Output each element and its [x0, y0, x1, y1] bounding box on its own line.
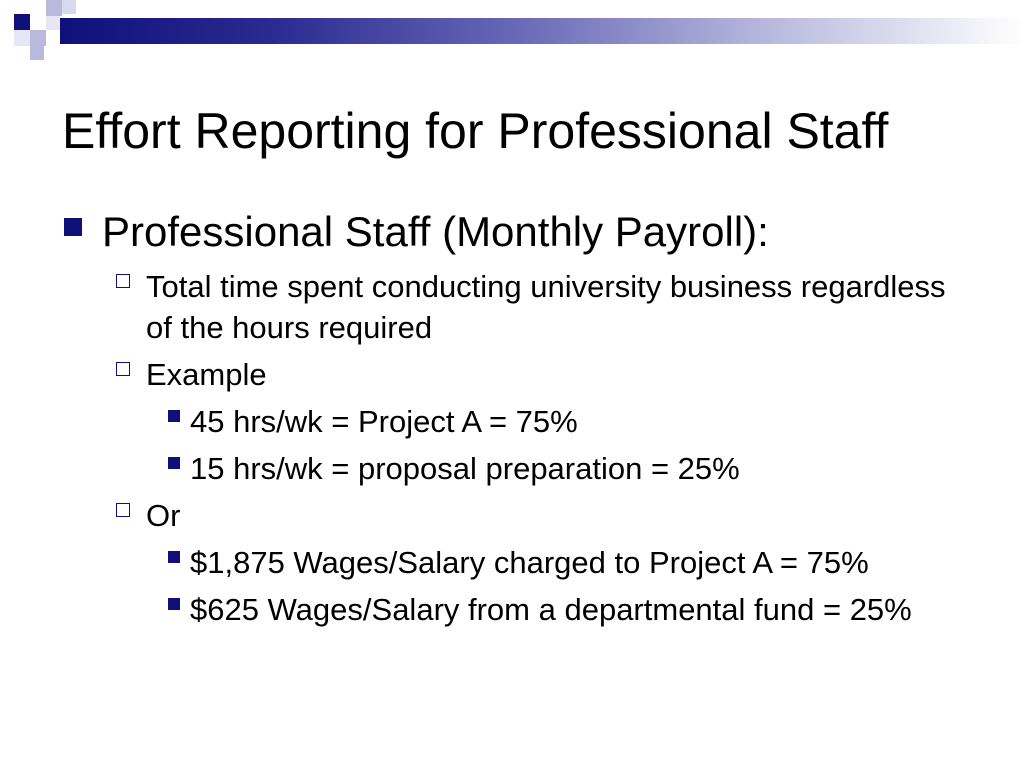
bullet-sub-total-time [114, 266, 962, 348]
decorative-square [46, 0, 62, 16]
bullet-example-item [166, 401, 962, 442]
bullet-or-item [166, 589, 962, 630]
decorative-square [30, 46, 44, 60]
small-filled-square-icon [168, 410, 180, 422]
hollow-square-icon [116, 503, 130, 517]
bullet-example-text: 15 hrs/wk = proposal preparation = 25% [190, 451, 740, 486]
decorative-square [46, 16, 60, 30]
bullet-sub-example [114, 354, 962, 395]
bullet-or-text: $625 Wages/Salary from a departmental fund = 25% [190, 592, 912, 627]
bullet-example-item [166, 448, 962, 489]
bullet-or-item [166, 542, 962, 583]
bullet-sub-or [114, 495, 962, 536]
bullet-list [62, 206, 962, 636]
header-gradient-band [60, 18, 1024, 44]
bullet-sub-text: Example [146, 357, 267, 392]
bullet-main [62, 206, 962, 258]
bullet-sub-text: Or [146, 498, 181, 533]
decorative-square [62, 0, 76, 14]
decorative-square [30, 30, 46, 46]
small-filled-square-icon [168, 598, 180, 610]
bullet-or-text: $1,875 Wages/Salary charged to Project A = 75% [190, 545, 869, 580]
decorative-square [14, 30, 30, 46]
bullet-sub-text: Total time spent conducting university business regardless of the hours required [146, 269, 946, 345]
bullet-main-text: Professional Staff (Monthly Payroll): [102, 208, 769, 255]
small-filled-square-icon [168, 551, 180, 563]
hollow-square-icon [116, 274, 130, 288]
bullet-example-text: 45 hrs/wk = Project A = 75% [190, 404, 578, 439]
small-filled-square-icon [168, 457, 180, 469]
filled-square-icon [64, 218, 82, 236]
decorative-square [14, 14, 30, 30]
hollow-square-icon [116, 362, 130, 376]
slide-title: Effort Reporting for Professional Staff [62, 103, 889, 159]
